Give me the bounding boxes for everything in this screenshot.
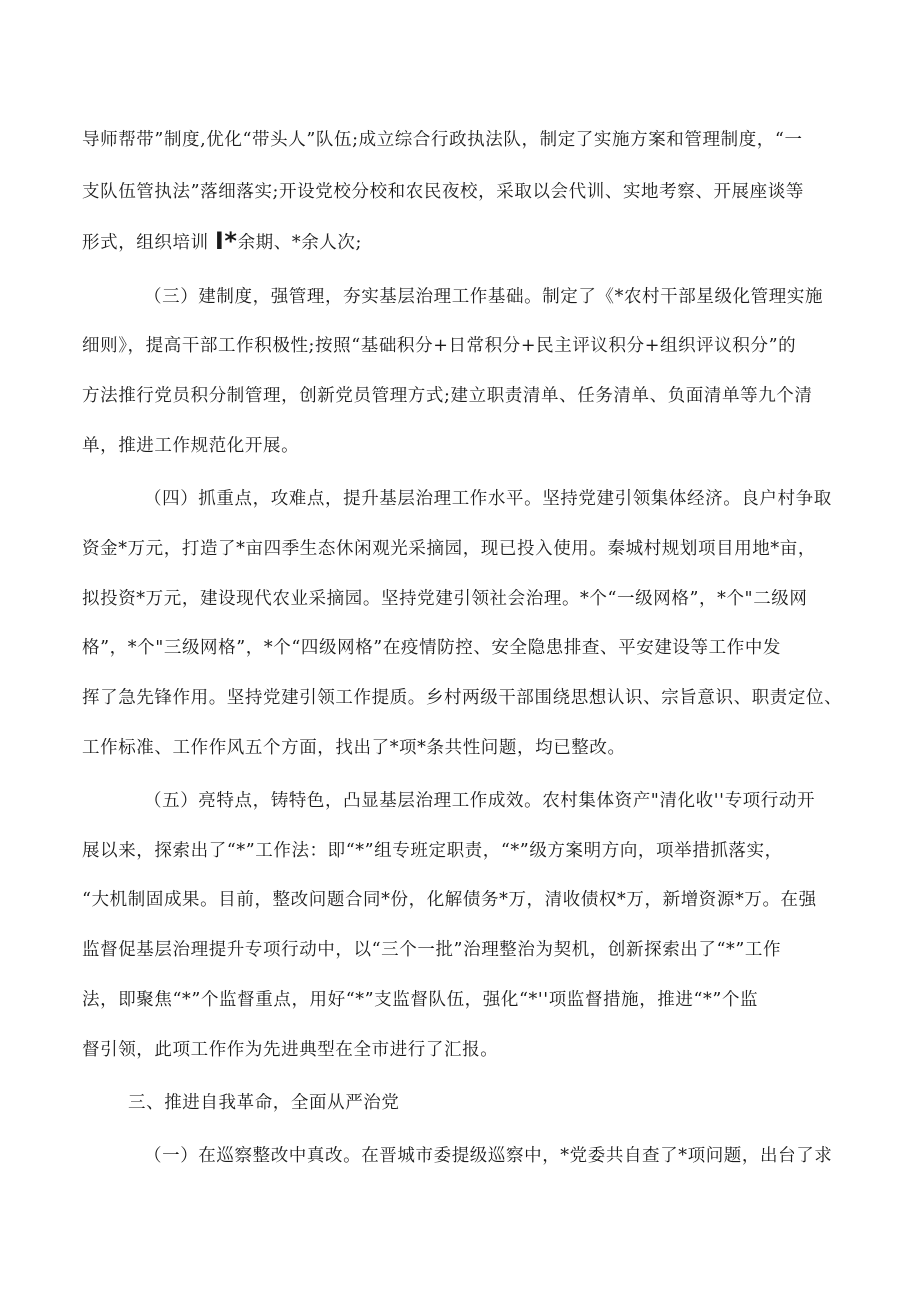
text-line: 支队伍管执法”落细落实;开设党校分校和农民夜校，采取以会代训、实地考察、开展座谈等 <box>82 182 804 202</box>
text-line <box>82 229 362 255</box>
text-line: 展以来，探索出了“*”工作法：即“*”组专班定职责，“*”级方案明方向，项举措抓落实， <box>82 841 783 861</box>
paragraph-heading-four: （四）抓重点，攻难点，提升基层治理工作水平。坚持党建引领集体经济。良户村争取 <box>144 489 832 509</box>
text-line: 导师帮带”制度,优化“带头人”队伍;成立综合行政执法队，制定了实施方案和管理制度，“一 <box>82 130 803 150</box>
section-heading: 三、推进自我革命，全面从严治党 <box>128 1093 400 1113</box>
text-line: 拟投资*万元，建设现代农业采摘园。坚持党建引领社会治理。*个“一级网格”，*个"二级网 <box>82 589 808 609</box>
paragraph-heading-one: （一）在巡察整改中真改。在晋城市委提级巡察中，*党委共自查了*项问题，出台了求 <box>144 1146 833 1166</box>
text-line: 监督促基层治理提升专项行动中，以“三个一批”治理整治为契机，创新探索出了“*”工作 <box>82 940 782 960</box>
text-line: 单，推进工作规范化开展。 <box>82 436 300 456</box>
inline-mark: I* <box>214 227 238 255</box>
text-line: 工作标准、工作作风五个方面，找出了*项*条共性问题，均已整改。 <box>82 738 626 758</box>
text-segment: 余期、*余人次; <box>237 233 363 253</box>
text-line: 方法推行党员积分制管理，创新党员管理方式;建立职责清单、任务清单、负面清单等九个清 <box>82 386 813 406</box>
paragraph-heading-three: （三）建制度，强管理，夯实基层治理工作基础。制定了《*农村干部星级化管理实施 <box>144 287 824 307</box>
text-line: “大机制固成果。目前，整改问题合同*份，化解债务*万，清收债权*万，新增资源*万。在强 <box>82 890 817 910</box>
text-line: 格”，*个"三级网格”，*个“四级网格”在疫情防控、安全隐患排查、平安建设等工作中发 <box>82 638 782 658</box>
text-line: 督引领，此项工作作为先进典型在全市进行了汇报。 <box>82 1040 499 1060</box>
text-segment: 形式，组织培训 <box>82 233 209 253</box>
paragraph-heading-five: （五）亮特点，铸特色，凸显基层治理工作成效。农村集体资产"清化收''专项行动开 <box>144 791 816 811</box>
text-line: 法，即聚焦“*”个监督重点，用好“*”支监督队伍，强化“*''项监督措施，推进“*”个监 <box>82 990 759 1010</box>
text-line: 细则》，提高干部工作积极性;按照“基础积分+日常积分+民主评议积分+组织评议积分”的 <box>82 336 797 356</box>
text-line: 资金*万元，打造了*亩四季生态休闲观光采摘园，现已投入使用。秦城村规划项目用地*亩， <box>82 539 816 559</box>
text-line: 挥了急先锋作用。坚持党建引领工作提质。乡村两级干部围绕思想认识、宗旨意识、职责定位、 <box>82 688 843 708</box>
